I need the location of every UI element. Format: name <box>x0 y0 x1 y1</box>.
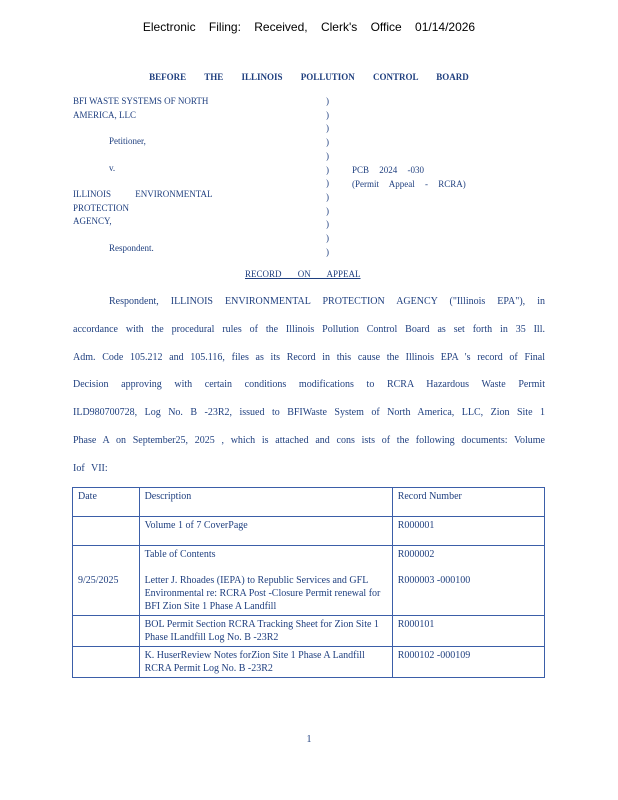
row-description: K. HuserReview Notes forZion Site 1 Phase A Landfill RCRA Permit Log No. B -23R2 <box>139 647 392 678</box>
row-date <box>73 616 140 647</box>
versus: v. <box>109 162 116 173</box>
header-record-number: Record Number <box>392 488 544 517</box>
row-record-text: R000002 <box>397 549 435 560</box>
row-description: BOL Permit Section RCRA Tracking Sheet for Zion Site 1 Phase ILandfill Log No. B -23R2 <box>139 616 392 647</box>
caption-parties <box>73 95 283 255</box>
case-info <box>352 164 466 191</box>
table-row-group <box>73 546 545 616</box>
case-number: PCB 2024 -030 <box>352 165 425 175</box>
row-description: Volume 1 of 7 CoverPage <box>139 517 392 546</box>
table-row <box>73 647 545 678</box>
table-header-row <box>73 488 545 517</box>
case-type: (Permit Appeal - RCRA) <box>352 178 466 189</box>
row-record <box>392 546 544 616</box>
caption-parentheses: ) ) ) ) ) ) ) ) ) ) ) ) <box>326 96 329 257</box>
row-record: R000101 <box>392 616 544 647</box>
table-row <box>73 616 545 647</box>
records-table <box>72 487 545 678</box>
row-description-text: Letter J. Rhoades (IEPA) to Republic Services and GFL Environmental re: RCRA Post -Closure Permit renewal for BFI Zion Site 1 Phase A Landfill <box>144 575 381 612</box>
header-date: Date <box>73 488 140 517</box>
table-row <box>73 517 545 546</box>
body-paragraph: Respondent, ILLINOIS ENVIRONMENTAL PROTECTION AGENCY ("Illinois EPA"), in accordance with the procedural rules of the Illinois Pollution Control Board as set forth in 35 Ill. Adm. Code 105.212 and 105.116, files as its Record in this cause the Illinois EPA 's record of Final Decision approving with certain conditions modifications to RCRA Hazardous Waste Permit ILD980700728, Log No. B -23R2, issued to BFIWaste System of North America, LLC, Zion Site 1 Phase A on September25, 2025 , which is attached and cons ists of the following documents: Volume Iof VII: <box>73 296 545 474</box>
row-date <box>73 517 140 546</box>
respondent-name-line1: ILLINOIS ENVIRONMENTAL PROTECTION <box>73 189 213 213</box>
petitioner-name-line1: BFI WASTE SYSTEMS OF NORTH <box>73 96 209 106</box>
respondent-role: Respondent. <box>109 242 154 253</box>
respondent-name-line2: AGENCY, <box>73 216 112 226</box>
row-record: R000001 <box>392 517 544 546</box>
petitioner-role: Petitioner, <box>109 136 146 146</box>
header-description: Description <box>139 488 392 517</box>
row-record: R000102 -000109 <box>392 647 544 678</box>
petitioner-name-line2: AMERICA, LLC <box>73 109 136 120</box>
document-title: RECORD ON APPEAL <box>245 269 361 279</box>
board-title: BEFORE THE ILLINOIS POLLUTION CONTROL BOARD <box>149 72 469 82</box>
row-date <box>73 546 140 616</box>
efiling-header: Electronic Filing: Received, Clerk's Office 01/14/2026 <box>142 20 476 34</box>
row-date-text: 9/25/2025 <box>78 575 119 586</box>
row-description-text: Table of Contents <box>144 549 216 560</box>
page-number: 1 <box>306 734 312 745</box>
row-description <box>139 546 392 616</box>
row-date <box>73 647 140 678</box>
row-record-text: R000003 -000100 <box>397 575 471 586</box>
